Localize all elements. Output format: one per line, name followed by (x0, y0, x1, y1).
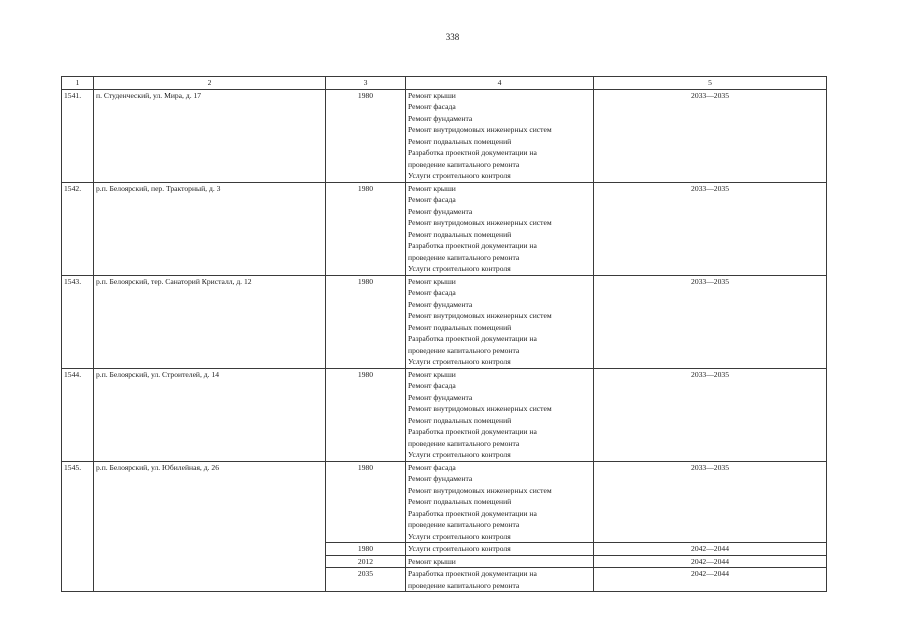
period-cell: 2042—2044 (594, 555, 827, 568)
work-item: Услуги строительного контроля (408, 544, 511, 553)
work-item: Разработка проектной документации на (408, 427, 537, 436)
work-item: Ремонт фасада (408, 288, 456, 297)
work-item: Ремонт фундамента (408, 474, 473, 483)
work-item: Ремонт внутридомовых инженерных систем (408, 218, 552, 227)
capital-repair-table (61, 76, 827, 592)
work-item: Ремонт крыши (408, 556, 456, 566)
work-item: Разработка проектной документации на (408, 148, 537, 157)
work-item: Разработка проектной документации на (408, 569, 537, 578)
year-cell: 2035 (326, 568, 406, 592)
period-cell: 2033—2035 (594, 461, 827, 543)
row-number: 1543. (62, 275, 94, 368)
column-header: 5 (594, 77, 827, 90)
work-item: Ремонт фундамента (408, 206, 473, 216)
table-body (62, 89, 827, 592)
period-cell: 2042—2044 (594, 568, 827, 592)
works-cell (406, 543, 594, 556)
work-item: проведение капитального ремонта (408, 159, 520, 169)
table-row (62, 368, 827, 461)
period-cell: 2033—2035 (594, 368, 827, 461)
works-cell (406, 461, 594, 543)
works-cell (406, 368, 594, 461)
column-header: 3 (326, 77, 406, 90)
work-item: Услуги строительного контроля (408, 531, 511, 541)
work-item: проведение капитального ремонта (408, 520, 520, 529)
work-item: Разработка проектной документации на (408, 241, 537, 250)
column-header: 1 (62, 77, 94, 90)
work-item: Ремонт подвальных помещений (408, 322, 512, 332)
period-cell: 2033—2035 (594, 182, 827, 275)
work-item: Ремонт подвальных помещений (408, 415, 512, 425)
row-number: 1545. (62, 461, 94, 592)
year-cell: 1980 (326, 89, 406, 182)
work-item: Ремонт крыши (408, 276, 456, 286)
address-cell: р.п. Белоярский, тер. Санаторий Кристалл, д. 12 (94, 275, 326, 368)
work-item: Ремонт внутридомовых инженерных систем (408, 125, 552, 134)
address-cell: р.п. Белоярский, ул. Юбилейная, д. 26 (94, 461, 326, 592)
table-row (62, 275, 827, 368)
work-item: Ремонт фасада (408, 462, 456, 472)
address-cell: р.п. Белоярский, пер. Тракторный, д. 3 (94, 182, 326, 275)
row-number: 1544. (62, 368, 94, 461)
work-item: Ремонт фундамента (408, 299, 473, 309)
work-item: Ремонт внутридомовых инженерных систем (408, 311, 552, 320)
works-cell (406, 568, 594, 592)
row-number: 1541. (62, 89, 94, 182)
page-number: 338 (445, 32, 460, 42)
year-cell: 1980 (326, 275, 406, 368)
period-cell: 2033—2035 (594, 89, 827, 182)
work-item: Ремонт подвальных помещений (408, 136, 512, 146)
column-header: 4 (406, 77, 594, 90)
work-item: проведение капитального ремонта (408, 345, 520, 355)
work-item: проведение капитального ремонта (408, 438, 520, 448)
table-row (62, 461, 827, 543)
work-item: Услуги строительного контроля (408, 450, 511, 459)
address-cell: п. Студенческий, ул. Мира, д. 17 (94, 89, 326, 182)
column-number-row (62, 77, 827, 90)
address-cell: р.п. Белоярский, ул. Строителей, д. 14 (94, 368, 326, 461)
work-item: Ремонт крыши (408, 183, 456, 193)
work-item: Ремонт фундамента (408, 113, 473, 123)
work-item: Услуги строительного контроля (408, 264, 511, 273)
work-item: Ремонт фасада (408, 195, 456, 204)
work-item: Ремонт подвальных помещений (408, 497, 512, 506)
work-item: проведение капитального ремонта (408, 252, 520, 262)
year-cell: 1980 (326, 182, 406, 275)
works-cell (406, 89, 594, 182)
table-row (62, 182, 827, 275)
works-cell (406, 182, 594, 275)
work-item: Ремонт подвальных помещений (408, 229, 512, 239)
works-cell (406, 275, 594, 368)
works-cell (406, 555, 594, 568)
work-item: Ремонт фундамента (408, 392, 473, 402)
column-header: 2 (94, 77, 326, 90)
work-item: Услуги строительного контроля (408, 171, 511, 180)
year-cell: 1980 (326, 543, 406, 556)
period-cell: 2042—2044 (594, 543, 827, 556)
year-cell: 2012 (326, 555, 406, 568)
work-item: проведение капитального ремонта (408, 580, 520, 590)
year-cell: 1980 (326, 368, 406, 461)
table-row (62, 89, 827, 182)
work-item: Ремонт внутридомовых инженерных систем (408, 485, 552, 495)
work-item: Разработка проектной документации на (408, 334, 537, 343)
work-item: Разработка проектной документации на (408, 508, 537, 518)
work-item: Ремонт фасада (408, 381, 456, 390)
work-item: Ремонт крыши (408, 90, 456, 100)
work-item: Ремонт фасада (408, 102, 456, 111)
year-cell: 1980 (326, 461, 406, 543)
work-item: Услуги строительного контроля (408, 357, 511, 366)
work-item: Ремонт крыши (408, 369, 456, 379)
row-number: 1542. (62, 182, 94, 275)
period-cell: 2033—2035 (594, 275, 827, 368)
work-item: Ремонт внутридомовых инженерных систем (408, 404, 552, 413)
